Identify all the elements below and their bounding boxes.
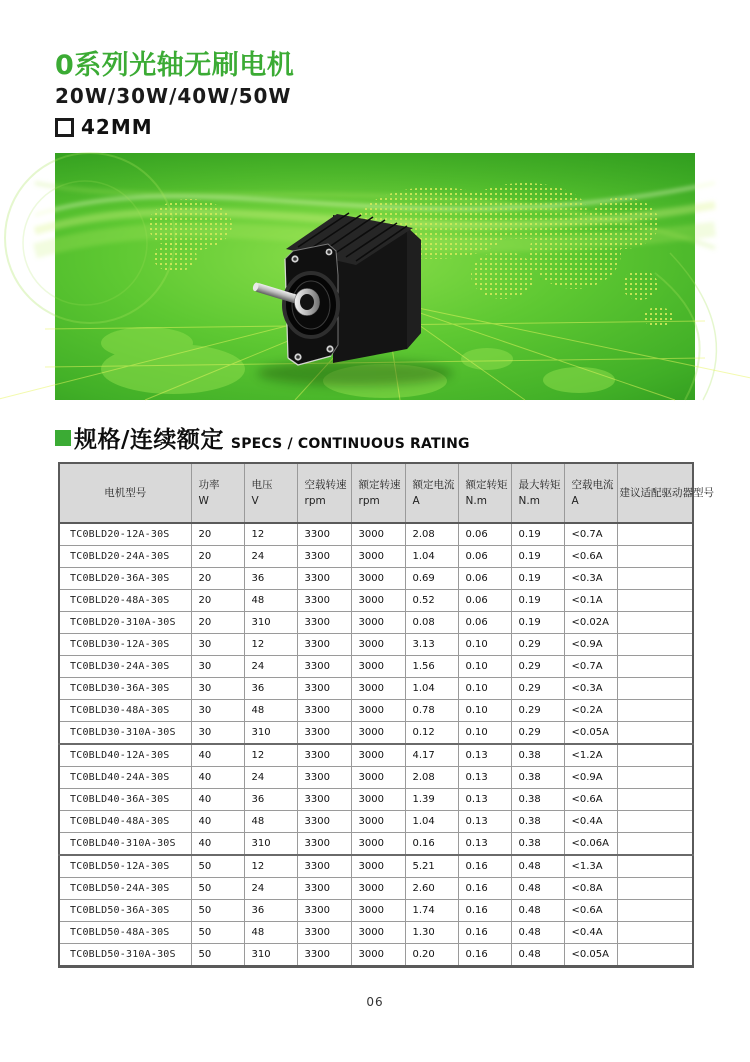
value-cell: <0.7A: [564, 523, 617, 546]
value-cell: <0.02A: [564, 612, 617, 634]
value-cell: 1.74: [405, 900, 458, 922]
page-number: 06: [366, 995, 384, 1010]
value-cell: 50: [191, 878, 244, 900]
value-cell: [617, 767, 693, 789]
value-cell: 1.39: [405, 789, 458, 811]
value-cell: <0.8A: [564, 878, 617, 900]
value-cell: 1.04: [405, 678, 458, 700]
value-cell: 3300: [297, 590, 351, 612]
value-cell: 3000: [351, 568, 405, 590]
value-cell: 5.21: [405, 855, 458, 878]
value-cell: 0.20: [405, 944, 458, 967]
value-cell: 3300: [297, 612, 351, 634]
value-cell: 0.06: [458, 590, 511, 612]
value-cell: 2.60: [405, 878, 458, 900]
value-cell: 3300: [297, 678, 351, 700]
product-banner-image: [55, 153, 695, 400]
value-cell: 1.04: [405, 546, 458, 568]
model-cell: TC0BLD20-310A-30S: [59, 612, 191, 634]
value-cell: <0.6A: [564, 546, 617, 568]
model-cell: TC0BLD40-48A-30S: [59, 811, 191, 833]
value-cell: 3000: [351, 922, 405, 944]
value-cell: 310: [244, 833, 297, 856]
col-header-noload-current: 空载电流 A: [564, 463, 617, 523]
table-row: [59, 811, 693, 833]
table-row: [59, 700, 693, 722]
value-cell: 20: [191, 546, 244, 568]
value-cell: 3300: [297, 789, 351, 811]
value-cell: 3300: [297, 700, 351, 722]
table-row: [59, 744, 693, 767]
value-cell: 3300: [297, 922, 351, 944]
value-cell: 3000: [351, 767, 405, 789]
value-cell: 0.19: [511, 590, 564, 612]
model-cell: TC0BLD50-12A-30S: [59, 855, 191, 878]
value-cell: 0.16: [458, 855, 511, 878]
value-cell: 0.29: [511, 722, 564, 745]
value-cell: 40: [191, 833, 244, 856]
value-cell: <0.4A: [564, 811, 617, 833]
col-header-noload-speed: 空载转速 rpm: [297, 463, 351, 523]
value-cell: 310: [244, 944, 297, 967]
value-cell: 0.06: [458, 612, 511, 634]
table-row: [59, 590, 693, 612]
model-cell: TC0BLD40-12A-30S: [59, 744, 191, 767]
value-cell: 3000: [351, 944, 405, 967]
value-cell: 0.16: [458, 944, 511, 967]
table-row: [59, 833, 693, 856]
value-cell: 3000: [351, 634, 405, 656]
model-cell: TC0BLD30-48A-30S: [59, 700, 191, 722]
value-cell: 20: [191, 612, 244, 634]
table-row: [59, 789, 693, 811]
model-cell: TC0BLD40-36A-30S: [59, 789, 191, 811]
value-cell: 0.52: [405, 590, 458, 612]
value-cell: 40: [191, 767, 244, 789]
spec-table-header: [59, 463, 714, 523]
value-cell: 0.10: [458, 656, 511, 678]
value-cell: 3000: [351, 811, 405, 833]
value-cell: 0.38: [511, 744, 564, 767]
value-cell: 48: [244, 700, 297, 722]
value-cell: 0.19: [511, 612, 564, 634]
value-cell: 12: [244, 523, 297, 546]
value-cell: 0.48: [511, 944, 564, 967]
model-cell: TC0BLD20-24A-30S: [59, 546, 191, 568]
value-cell: [617, 811, 693, 833]
value-cell: <0.06A: [564, 833, 617, 856]
value-cell: 0.06: [458, 523, 511, 546]
value-cell: 0.29: [511, 634, 564, 656]
value-cell: 310: [244, 612, 297, 634]
value-cell: [617, 900, 693, 922]
value-cell: 0.13: [458, 811, 511, 833]
value-cell: 0.10: [458, 722, 511, 745]
spec-table: [58, 462, 714, 968]
page-header: [55, 52, 695, 139]
value-cell: 0.06: [458, 568, 511, 590]
value-cell: 3300: [297, 656, 351, 678]
value-cell: <1.3A: [564, 855, 617, 878]
value-cell: 3000: [351, 590, 405, 612]
value-cell: 50: [191, 855, 244, 878]
value-cell: 0.16: [458, 922, 511, 944]
col-header-rated-speed: 额定转速 rpm: [351, 463, 405, 523]
value-cell: 3000: [351, 612, 405, 634]
value-cell: <0.9A: [564, 634, 617, 656]
value-cell: <0.9A: [564, 767, 617, 789]
value-cell: 3300: [297, 944, 351, 967]
table-row: [59, 878, 693, 900]
table-row: [59, 944, 693, 967]
value-cell: 40: [191, 811, 244, 833]
value-cell: 0.06: [458, 546, 511, 568]
value-cell: 3300: [297, 744, 351, 767]
value-cell: 0.19: [511, 546, 564, 568]
value-cell: 3000: [351, 900, 405, 922]
value-cell: 3000: [351, 789, 405, 811]
value-cell: <0.05A: [564, 722, 617, 745]
model-cell: TC0BLD30-12A-30S: [59, 634, 191, 656]
value-cell: 0.38: [511, 789, 564, 811]
value-cell: 0.78: [405, 700, 458, 722]
value-cell: 0.13: [458, 744, 511, 767]
value-cell: 48: [244, 590, 297, 612]
frame-size-row: [55, 115, 695, 139]
value-cell: 3000: [351, 833, 405, 856]
specs-section-header: [55, 421, 750, 454]
value-cell: [617, 523, 693, 546]
value-cell: 3000: [351, 678, 405, 700]
value-cell: 30: [191, 700, 244, 722]
value-cell: 0.13: [458, 789, 511, 811]
table-row: [59, 612, 693, 634]
value-cell: 24: [244, 878, 297, 900]
value-cell: 0.38: [511, 833, 564, 856]
table-row: [59, 523, 693, 546]
value-cell: [617, 722, 693, 745]
col-header-power: 功率 W: [191, 463, 244, 523]
col-header-driver-model: 建议适配驱动器型号: [617, 463, 693, 523]
value-cell: 12: [244, 855, 297, 878]
table-row: [59, 722, 693, 745]
value-cell: <1.2A: [564, 744, 617, 767]
value-cell: 20: [191, 590, 244, 612]
value-cell: 2.08: [405, 767, 458, 789]
model-cell: TC0BLD20-12A-30S: [59, 523, 191, 546]
value-cell: 3300: [297, 811, 351, 833]
power-range-subtitle: 20W/30W/40W/50W: [55, 84, 292, 109]
model-cell: TC0BLD30-36A-30S: [59, 678, 191, 700]
table-row: [59, 855, 693, 878]
value-cell: 2.08: [405, 523, 458, 546]
value-cell: 0.48: [511, 900, 564, 922]
value-cell: 3000: [351, 700, 405, 722]
value-cell: <0.6A: [564, 900, 617, 922]
value-cell: 0.38: [511, 767, 564, 789]
value-cell: [617, 612, 693, 634]
value-cell: [617, 656, 693, 678]
value-cell: [617, 634, 693, 656]
model-cell: TC0BLD50-48A-30S: [59, 922, 191, 944]
value-cell: 3300: [297, 855, 351, 878]
value-cell: 36: [244, 900, 297, 922]
value-cell: [617, 944, 693, 967]
value-cell: 3300: [297, 546, 351, 568]
value-cell: [617, 590, 693, 612]
value-cell: 3000: [351, 878, 405, 900]
value-cell: 3000: [351, 546, 405, 568]
value-cell: 3300: [297, 722, 351, 745]
value-cell: 20: [191, 568, 244, 590]
model-cell: TC0BLD50-24A-30S: [59, 878, 191, 900]
table-row: [59, 568, 693, 590]
value-cell: 40: [191, 789, 244, 811]
value-cell: 0.29: [511, 678, 564, 700]
section-title-en: SPECS / CONTINUOUS RATING: [230, 436, 470, 453]
table-row: [59, 634, 693, 656]
value-cell: 0.16: [405, 833, 458, 856]
value-cell: <0.05A: [564, 944, 617, 967]
value-cell: <0.6A: [564, 789, 617, 811]
value-cell: 0.29: [511, 700, 564, 722]
value-cell: 50: [191, 922, 244, 944]
page-title: 0系列光轴无刷电机: [55, 50, 295, 81]
value-cell: 3.13: [405, 634, 458, 656]
green-square-marker-icon: [55, 430, 71, 446]
table-row: [59, 922, 693, 944]
value-cell: 3000: [351, 656, 405, 678]
value-cell: 4.17: [405, 744, 458, 767]
value-cell: [617, 678, 693, 700]
value-cell: 48: [244, 811, 297, 833]
value-cell: 0.12: [405, 722, 458, 745]
value-cell: 50: [191, 900, 244, 922]
value-cell: <0.1A: [564, 590, 617, 612]
value-cell: [617, 855, 693, 878]
value-cell: 48: [244, 922, 297, 944]
table-row: [59, 546, 693, 568]
value-cell: 3300: [297, 568, 351, 590]
value-cell: 30: [191, 678, 244, 700]
table-row: [59, 900, 693, 922]
value-cell: [617, 789, 693, 811]
value-cell: 24: [244, 656, 297, 678]
value-cell: [617, 700, 693, 722]
value-cell: 0.29: [511, 656, 564, 678]
value-cell: [617, 833, 693, 856]
value-cell: 3300: [297, 878, 351, 900]
value-cell: <0.2A: [564, 700, 617, 722]
value-cell: 1.04: [405, 811, 458, 833]
value-cell: 310: [244, 722, 297, 745]
model-cell: TC0BLD50-310A-30S: [59, 944, 191, 967]
value-cell: 24: [244, 546, 297, 568]
col-header-voltage: 电压 V: [244, 463, 297, 523]
model-cell: TC0BLD30-310A-30S: [59, 722, 191, 745]
value-cell: 3300: [297, 767, 351, 789]
value-cell: 30: [191, 656, 244, 678]
value-cell: 0.48: [511, 878, 564, 900]
value-cell: 20: [191, 523, 244, 546]
value-cell: [617, 922, 693, 944]
value-cell: 50: [191, 944, 244, 967]
value-cell: 3000: [351, 855, 405, 878]
value-cell: 3300: [297, 523, 351, 546]
model-cell: TC0BLD20-36A-30S: [59, 568, 191, 590]
value-cell: 3000: [351, 722, 405, 745]
table-row: [59, 767, 693, 789]
value-cell: <0.3A: [564, 568, 617, 590]
value-cell: 0.16: [458, 878, 511, 900]
value-cell: 36: [244, 678, 297, 700]
col-header-model: 电机型号: [59, 463, 191, 523]
value-cell: 24: [244, 767, 297, 789]
value-cell: [617, 568, 693, 590]
frame-size-label: 42MM: [81, 115, 153, 140]
value-cell: 0.69: [405, 568, 458, 590]
value-cell: 3000: [351, 523, 405, 546]
model-cell: TC0BLD40-24A-30S: [59, 767, 191, 789]
value-cell: 0.13: [458, 833, 511, 856]
value-cell: 0.19: [511, 568, 564, 590]
value-cell: 0.48: [511, 922, 564, 944]
value-cell: 3300: [297, 900, 351, 922]
value-cell: [617, 744, 693, 767]
value-cell: 0.10: [458, 678, 511, 700]
model-cell: TC0BLD30-24A-30S: [59, 656, 191, 678]
value-cell: 3300: [297, 634, 351, 656]
value-cell: <0.3A: [564, 678, 617, 700]
value-cell: 3000: [351, 744, 405, 767]
value-cell: [617, 878, 693, 900]
value-cell: 0.10: [458, 700, 511, 722]
col-header-rated-torque: 额定转矩 N.m: [458, 463, 511, 523]
value-cell: 0.19: [511, 523, 564, 546]
model-cell: TC0BLD20-48A-30S: [59, 590, 191, 612]
value-cell: 0.16: [458, 900, 511, 922]
table-row: [59, 656, 693, 678]
value-cell: 0.13: [458, 767, 511, 789]
value-cell: 1.56: [405, 656, 458, 678]
model-cell: TC0BLD50-36A-30S: [59, 900, 191, 922]
value-cell: 36: [244, 789, 297, 811]
value-cell: 0.08: [405, 612, 458, 634]
value-cell: 30: [191, 722, 244, 745]
value-cell: <0.7A: [564, 656, 617, 678]
value-cell: 0.38: [511, 811, 564, 833]
value-cell: 12: [244, 744, 297, 767]
value-cell: 12: [244, 634, 297, 656]
value-cell: 30: [191, 634, 244, 656]
value-cell: <0.4A: [564, 922, 617, 944]
square-outline-icon: [55, 118, 74, 137]
value-cell: 40: [191, 744, 244, 767]
value-cell: 36: [244, 568, 297, 590]
value-cell: 1.30: [405, 922, 458, 944]
table-row: [59, 678, 693, 700]
col-header-rated-current: 额定电流 A: [405, 463, 458, 523]
value-cell: [617, 546, 693, 568]
section-title-cn: 规格/连续额定: [74, 427, 224, 454]
spec-table-body: [59, 523, 693, 967]
value-cell: 3300: [297, 833, 351, 856]
model-cell: TC0BLD40-310A-30S: [59, 833, 191, 856]
value-cell: 0.10: [458, 634, 511, 656]
col-header-max-torque: 最大转矩 N.m: [511, 463, 564, 523]
value-cell: 0.48: [511, 855, 564, 878]
